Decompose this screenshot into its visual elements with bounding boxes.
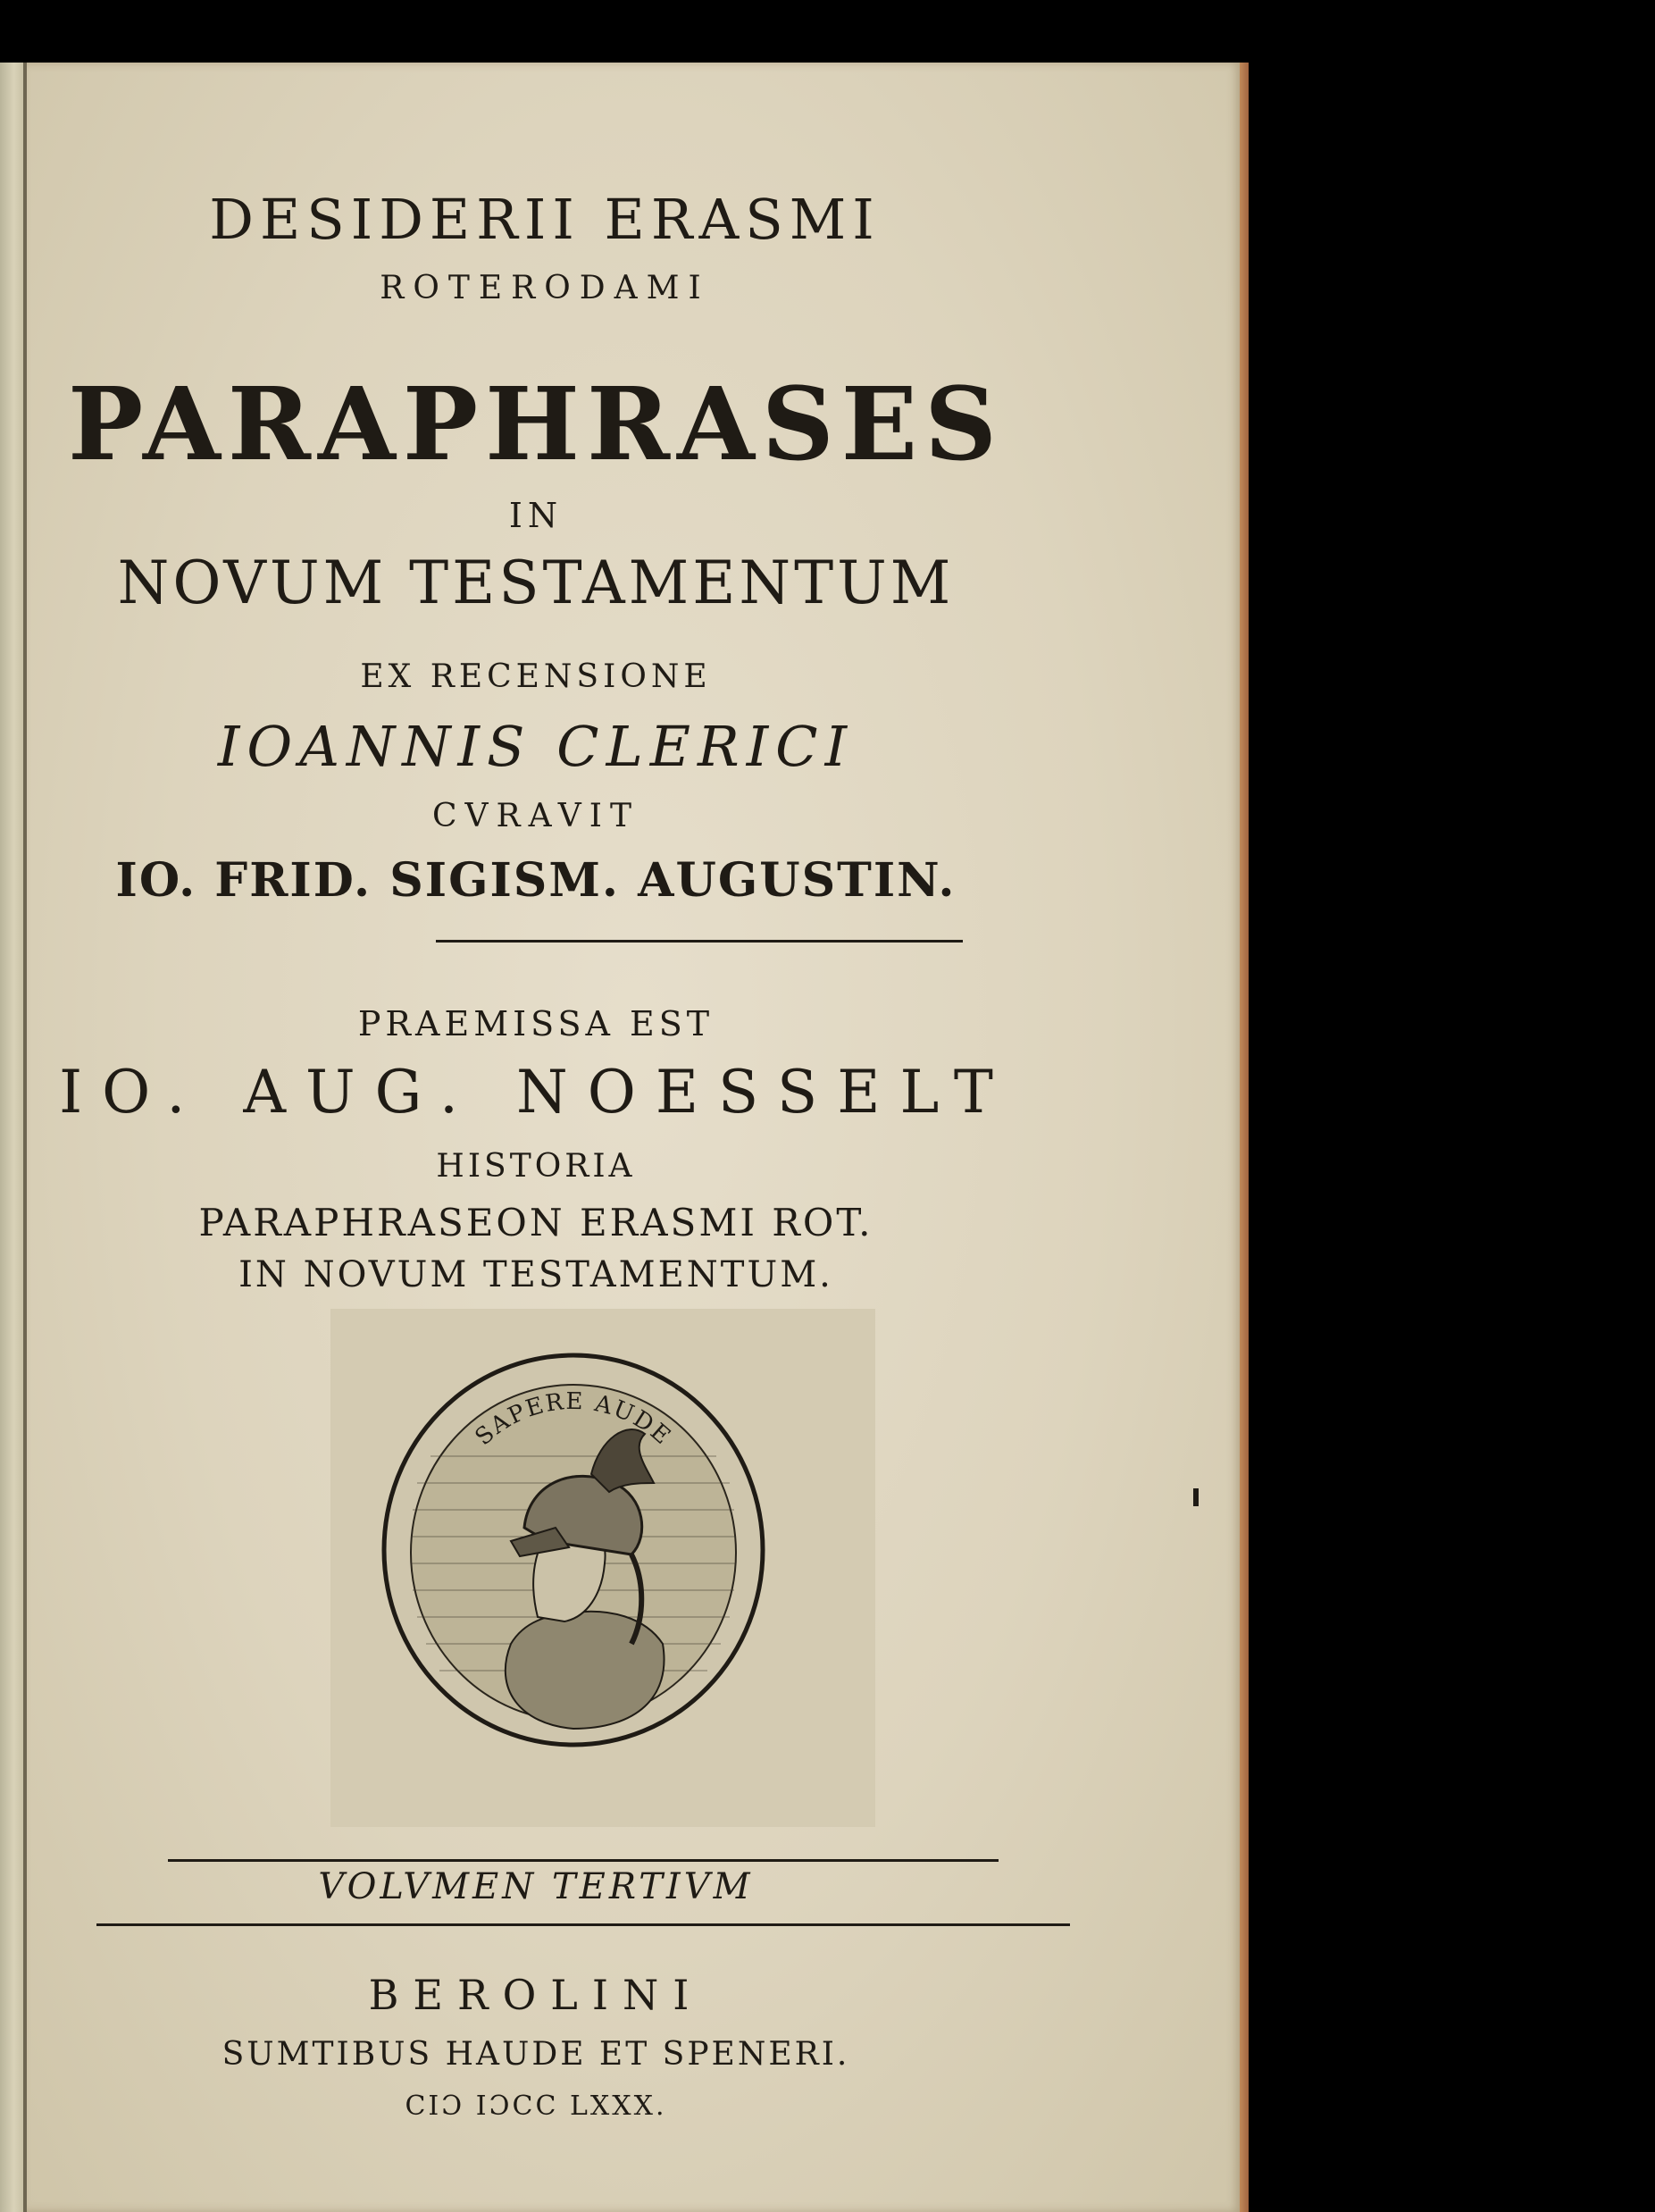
year-line: CIƆ IƆCC LXXX.: [405, 2091, 667, 2122]
medal-motto: SAPERE AUDE: [470, 1387, 677, 1452]
praemissa-est: PRAEMISSA EST: [357, 1004, 715, 1043]
rule-volume-top: [168, 1859, 999, 1862]
medallion-engraving: [377, 1349, 770, 1751]
place-line: BEROLINI: [368, 1971, 704, 2019]
margin-mark: [1193, 1488, 1199, 1506]
ex-recensione: EX RECENSIONE: [360, 658, 712, 695]
subject-line: NOVUM TESTAMENTUM: [117, 549, 955, 617]
title-page: [27, 63, 1241, 2212]
historia: HISTORIA: [436, 1148, 636, 1185]
curavit: CVRAVIT: [431, 798, 640, 834]
author-origin: ROTERODAMI: [380, 270, 710, 306]
page-fore-edge: [1240, 63, 1249, 2212]
rule-volume-bottom: [96, 1923, 1070, 1926]
publisher-line: SUMTIBUS HAUDE ET SPENERI.: [222, 2036, 850, 2073]
rule-top: [436, 940, 963, 943]
curator-name: IO. FRID. SIGISM. AUGUSTIN.: [115, 853, 957, 908]
historia-subject: IN NOVUM TESTAMENTUM.: [238, 1254, 833, 1295]
author-line: DESIDERII ERASMI: [209, 187, 881, 252]
preface-author: IO. AUG. NOESSELT: [59, 1058, 1013, 1127]
volume-line: VOLVMEN TERTIVM: [318, 1866, 754, 1907]
in-word: IN: [508, 496, 564, 535]
editor-name: IOANNIS CLERICI: [217, 714, 855, 779]
main-title: PARAPHRASES: [67, 366, 1005, 483]
historia-title: PARAPHRASEON ERASMI ROT.: [198, 1201, 873, 1244]
